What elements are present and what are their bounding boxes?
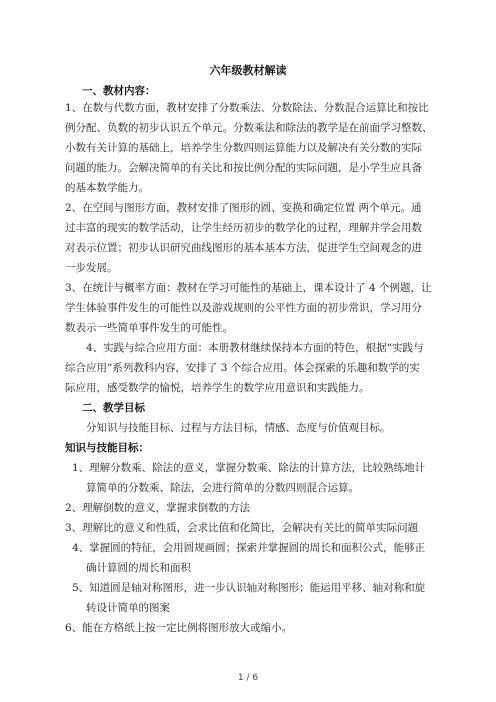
list-item: 6、能在方格纸上按一定比例将图形放大或缩小。 — [65, 622, 293, 634]
paragraph-line: 的基本数学能力。 — [65, 182, 149, 194]
page-number: 1 / 6 — [237, 673, 259, 683]
list-item: 2、理解倒数的意义，掌握求倒数的方法 — [65, 502, 251, 514]
list-item-continuation: 转设计简单的图案 — [86, 602, 170, 614]
paragraph-line: 过丰富的现实的数学活动，让学生经历初步的数学化的过程，理解并学会用数 — [65, 222, 422, 234]
section-heading-content: 一、教材内容： — [82, 85, 156, 97]
list-item: 3、理解比的意义和性质，会求比值和化简比，会解决有关比的简单实际问题 — [65, 522, 419, 534]
list-item: 5、知道圆是轴对称图形，进一步认识轴对称图形；能运用平移、轴对称和旋 — [72, 582, 426, 594]
list-item: 1、理解分数乘、除法的意义，掌握分数乘、除法的计算方法，比较熟练地计 — [72, 462, 426, 474]
paragraph-line: 学生体验事件发生的可能性以及游戏规则的公平性方面的初步常识，学习用分 — [65, 302, 422, 314]
paragraph-line: 3、在统计与概率方面：教材在学习可能性的基础上，课本设计了 4 个例题，让 — [65, 282, 432, 294]
paragraph-line: 际应用，感受数学的愉悦，培养学生的数学应用意识和实践能力。 — [65, 382, 370, 394]
paragraph-line: 1、在数与代数方面，教材安排了分数乘法、分数除法、分数混合运算比和按比 — [65, 102, 429, 114]
paragraph-line: 4、实践与综合应用方面：本册教材继续保持本方面的特色，根据“实践与 — [86, 342, 424, 354]
paragraph-line: 2、在空间与图形方面，教材安排了图形的圆、变换和确定位置 两个单元。通 — [65, 202, 422, 214]
paragraph-line: 一步发展。 — [65, 262, 118, 274]
paragraph-line: 例分配、负数的初步认识五个单元。分数乘法和除法的教学是在前面学习整数、 — [65, 122, 433, 134]
paragraph-line: 对表示位置；初步认识研究曲线图形的基本基本方法，促进学生空间观念的进 — [65, 242, 422, 254]
paragraph-line: 分知识与技能目标、过程与方法目标，情感、态度与价值观目标。 — [86, 422, 391, 434]
section-heading-goals: 二、教学目标 — [82, 402, 145, 414]
paragraph-line: 综合应用”系列教科内容，安排了 3 个综合应用。体会探索的乐趣和数学的实 — [65, 362, 420, 374]
paragraph-line: 问题的能力。会解决简单的有关比和按比例分配的实际问题，是小学生应具备 — [65, 162, 422, 174]
document-title: 六年级教材解读 — [209, 64, 287, 77]
list-item-continuation: 确计算圆的周长和面积 — [86, 562, 191, 574]
subheading-knowledge-skills: 知识与技能目标： — [65, 442, 149, 454]
paragraph-line: 小数有关计算的基础上，培养学生分数四则运算能力以及解决有关分数的实际 — [65, 142, 422, 154]
list-item: 4、掌握圆的特征，会用圆规画圆；探索并掌握圆的周长和面积公式，能够正 — [72, 542, 426, 554]
paragraph-line: 数表示一些简单事件发生的可能性。 — [65, 322, 233, 334]
list-item-continuation: 算简单的分数乘、除法，会进行简单的分数四则混合运算。 — [86, 482, 359, 494]
